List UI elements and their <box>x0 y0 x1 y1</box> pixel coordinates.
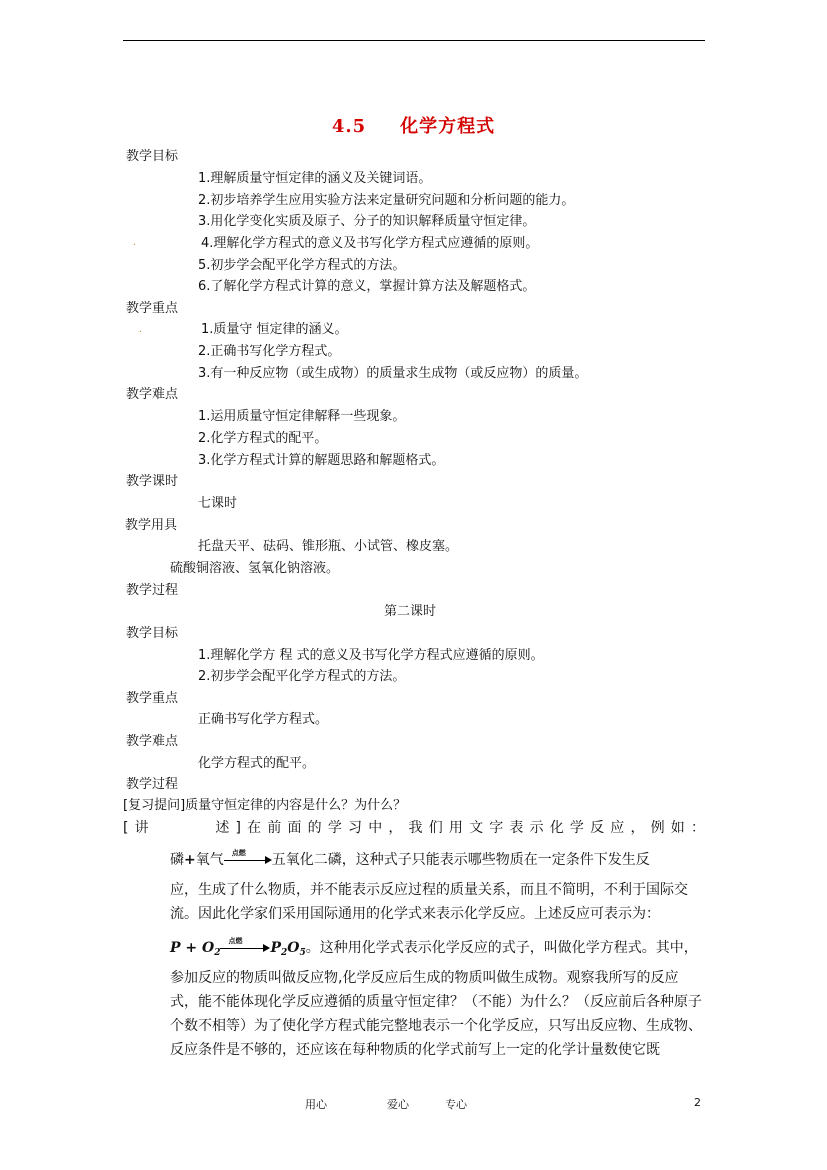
difficult-item: 1.运用质量守恒定律解释一些现象。 <box>198 409 406 424</box>
reaction-condition: 点燃 <box>228 937 243 945</box>
lecture-intro: [讲 述]在前面的学习中，我们用文字表示化学反应，例如： <box>123 820 705 836</box>
difficult-item: 3.化学方程式计算的解题思路和解题格式。 <box>198 453 445 468</box>
word-equation <box>170 849 650 869</box>
reaction-arrow <box>220 937 270 954</box>
reaction-condition: 点燃 <box>231 849 246 857</box>
hours-value: 七课时 <box>198 496 238 511</box>
page-number: 2 <box>694 1096 701 1109</box>
goal2-item: 1.理解化学方 程 式的意义及书写化学方程式应遵循的原则。 <box>198 648 544 663</box>
key2-label: 教学重点 <box>126 691 179 706</box>
paragraph-1: 应，生成了什么物质，并不能表示反应过程的质量关系，而且不简明，不利于国际交流。因此化学家们采用国际通用的化学式来表示化学反应。上述反应可表示为： <box>170 882 688 922</box>
goal2-item: 2.初步学会配平化学方程式的方法。 <box>198 669 406 684</box>
goal-item: 3.用化学变化实质及原子、分子的知识解释质量守恒定律。 <box>198 214 536 229</box>
goal-item: 2.初步培养学生应用实验方法来定量研究问题和分析问题的能力。 <box>198 193 575 208</box>
chemical-equation <box>170 937 698 958</box>
section-title: 化学方程式 <box>400 116 496 137</box>
goals2-label: 教学目标 <box>126 626 179 641</box>
key2-text: 正确书写化学方程式。 <box>198 712 329 727</box>
reactant-oxygen: 氧气 <box>195 852 224 868</box>
footer-text: 爱心 <box>387 1098 409 1111</box>
difficult2-label: 教学难点 <box>126 734 179 749</box>
process-label: 教学过程 <box>126 583 179 598</box>
tools-list: 托盘天平、砝码、锥形瓶、小试管、橡皮塞。 <box>198 539 459 554</box>
goals-label: 教学目标 <box>126 149 179 164</box>
key-item: 3.有一种反应物（或生成物）的质量求生成物（或反应物）的质量。 <box>198 366 588 381</box>
margin-mark: . <box>139 325 142 335</box>
product-p2o5: 五氧化二磷 <box>271 852 342 868</box>
equation-product: $P_2O_5$ <box>270 940 306 958</box>
header-rule <box>123 40 705 41</box>
process2-label: 教学过程 <box>126 777 179 792</box>
key-item: 1.质量守 恒定律的涵义。 <box>201 322 348 337</box>
equation-trail: 。这种用化学式表示化学反应的式子，叫做化学方程式。其中， <box>305 940 698 956</box>
difficult2-text: 化学方程式的配平。 <box>198 756 316 771</box>
goal-item: 1.理解质量守恒定律的涵义及关键词语。 <box>198 171 432 186</box>
difficult-item: 2.化学方程式的配平。 <box>198 431 328 446</box>
lesson-heading: 第二课时 <box>384 604 437 619</box>
plus-sign: + <box>184 852 196 868</box>
paragraph-2: 参加反应的物质叫做反应物,化学反应后生成的物质叫做生成物。观察我所写的反应式，能不能体现化学反应遵循的质量守恒定律？（不能）为什么？（反应前后各种原子个数不相等）为了使化学方程式能完整地表示一个化学反应，只写出反应物、生成物、反应条件是不够的，还应该在每种物质的化学式前写上一定的化学计量数使它既 <box>170 970 702 1058</box>
goal-item: 5.初步学会配平化学方程式的方法。 <box>198 258 406 273</box>
footer-text: 用心 <box>305 1098 327 1111</box>
goal-item: 6.了解化学方程式计算的意义，掌握计算方法及解题格式。 <box>198 279 536 294</box>
difficult-label: 教学难点 <box>126 387 179 402</box>
tools-label: 教学用具 <box>125 518 178 533</box>
margin-mark: . <box>133 238 136 248</box>
section-number: 4.5 <box>331 116 367 137</box>
equation-reactants: $P + O_2$ <box>170 940 221 958</box>
key-item: 2.正确书写化学方程式。 <box>198 344 341 359</box>
reaction-arrow <box>224 849 272 866</box>
goal-item: 4.理解化学方程式的意义及书写化学方程式应遵循的原则。 <box>201 236 539 251</box>
page-title <box>0 112 827 138</box>
reactant-phosphorus: 磷 <box>170 852 184 868</box>
tools-list: 硫酸铜溶液、氢氧化钠溶液。 <box>170 561 340 576</box>
footer-text: 专心 <box>445 1098 467 1111</box>
key-label: 教学重点 <box>126 301 179 316</box>
review-question: [复习提问]质量守恒定律的内容是什么？为什么？ <box>123 798 407 813</box>
hours-label: 教学课时 <box>126 474 179 489</box>
equation-trail: ，这种式子只能表示哪些物质在一定条件下发生反 <box>341 852 650 868</box>
